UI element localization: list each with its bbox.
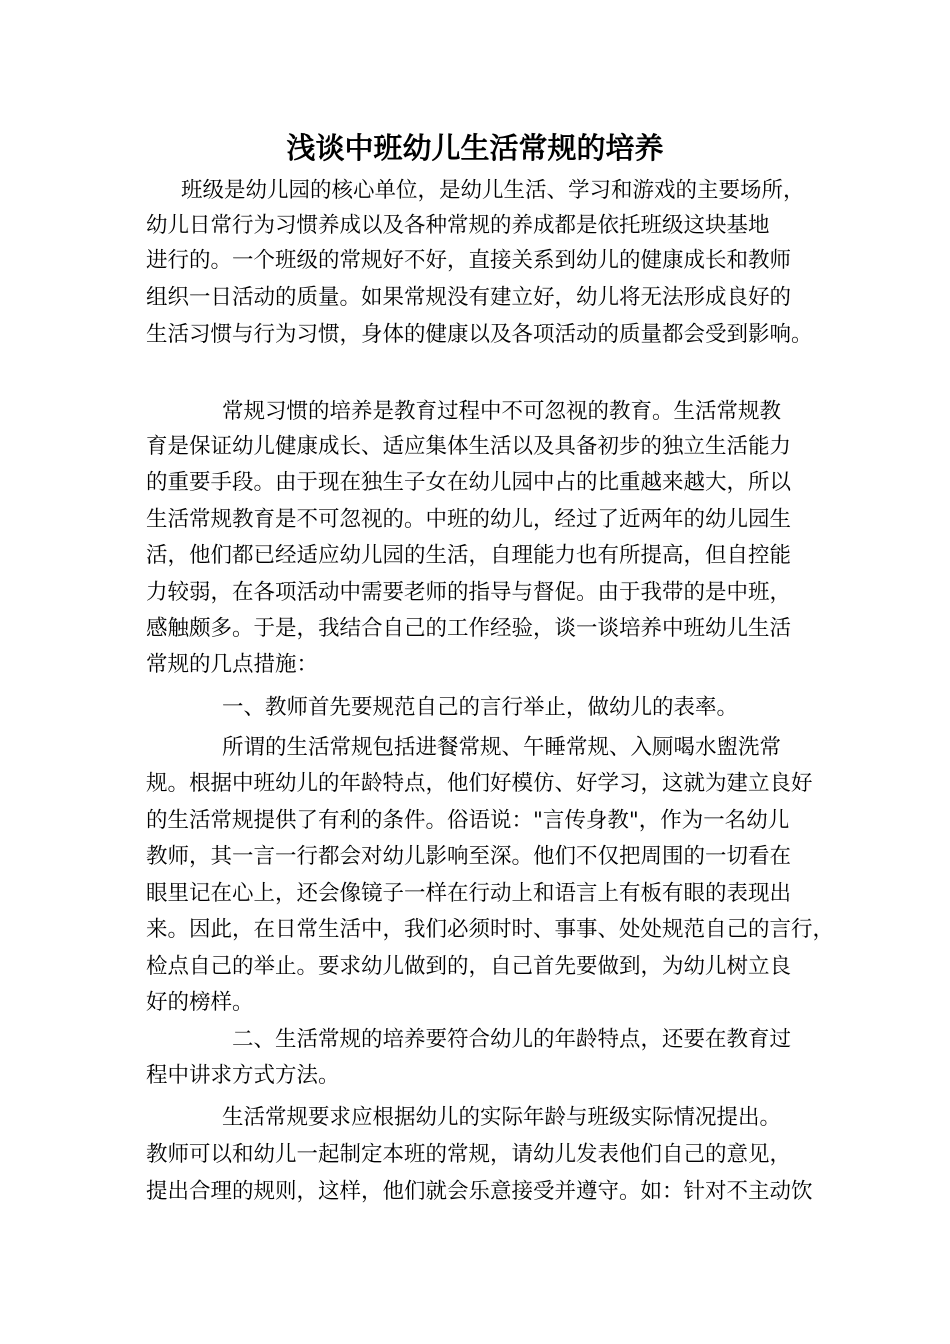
- section-heading: 二、生活常规的培养要符合幼儿的年龄特点，还要在教育过: [232, 1027, 792, 1052]
- text-line: 教师，其一言一行都会对幼儿影响至深。他们不仅把周围的一切看在: [146, 844, 792, 869]
- text-line: 常规的几点措施：: [146, 652, 319, 677]
- section-heading: 一、教师首先要规范自己的言行举止，做幼儿的表率。: [222, 695, 739, 720]
- text-line: 的重要手段。由于现在独生子女在幼儿园中占的比重越来越大，所以: [146, 470, 792, 495]
- text-line: 组织一日活动的质量。如果常规没有建立好，幼儿将无法形成良好的: [146, 285, 792, 310]
- text-line: 感触颇多。于是，我结合自己的工作经验，谈一谈培养中班幼儿生活: [146, 616, 792, 641]
- text-line: 提出合理的规则，这样，他们就会乐意接受并遵守。如：针对不主动饮: [146, 1179, 813, 1204]
- text-line: 力较弱，在各项活动中需要老师的指导与督促。由于我带的是中班，: [146, 580, 792, 605]
- text-line: 常规习惯的培养是教育过程中不可忽视的教育。生活常规教: [222, 399, 782, 424]
- text-line: 检点自己的举止。要求幼儿做到的，自己首先要做到，为幼儿树立良: [146, 954, 792, 979]
- text-line: 眼里记在心上，还会像镜子一样在行动上和语言上有板有眼的表现出: [146, 881, 792, 906]
- text-line: 的生活常规提供了有利的条件。俗语说："言传身教"，作为一名幼儿: [146, 808, 790, 833]
- text-line: 育是保证幼儿健康成长、适应集体生活以及具备初步的独立生活能力: [146, 434, 792, 459]
- text-line: 活，他们都已经适应幼儿园的生活，自理能力也有所提高，但自控能: [146, 543, 792, 568]
- text-line: 生活常规要求应根据幼儿的实际年龄与班级实际情况提出。: [222, 1105, 782, 1130]
- text-line: 生活习惯与行为习惯，身体的健康以及各项活动的质量都会受到影响。: [146, 322, 813, 347]
- text-line: 所谓的生活常规包括进餐常规、午睡常规、入厕喝水盥洗常: [222, 735, 782, 760]
- text-line: 教师可以和幼儿一起制定本班的常规，请幼儿发表他们自己的意见，: [146, 1142, 792, 1167]
- section-heading-continued: 程中讲求方式方法。: [146, 1063, 340, 1088]
- text-line: 生活常规教育是不可忽视的。中班的幼儿，经过了近两年的幼儿园生: [146, 507, 792, 532]
- text-line: 来。因此，在日常生活中，我们必须时时、事事、处处规范自己的言行，: [146, 917, 835, 942]
- text-line: 班级是幼儿园的核心单位，是幼儿生活、学习和游戏的主要场所，: [181, 178, 805, 203]
- text-line: 好的榜样。: [146, 990, 254, 1015]
- text-line: 规。根据中班幼儿的年龄特点，他们好模仿、好学习，这就为建立良好: [146, 771, 813, 796]
- text-line: 进行的。一个班级的常规好不好，直接关系到幼儿的健康成长和教师: [146, 248, 792, 273]
- document-title: 浅谈中班幼儿生活常规的培养: [286, 131, 664, 165]
- text-line: 幼儿日常行为习惯养成以及各种常规的养成都是依托班级这块基地: [146, 213, 770, 238]
